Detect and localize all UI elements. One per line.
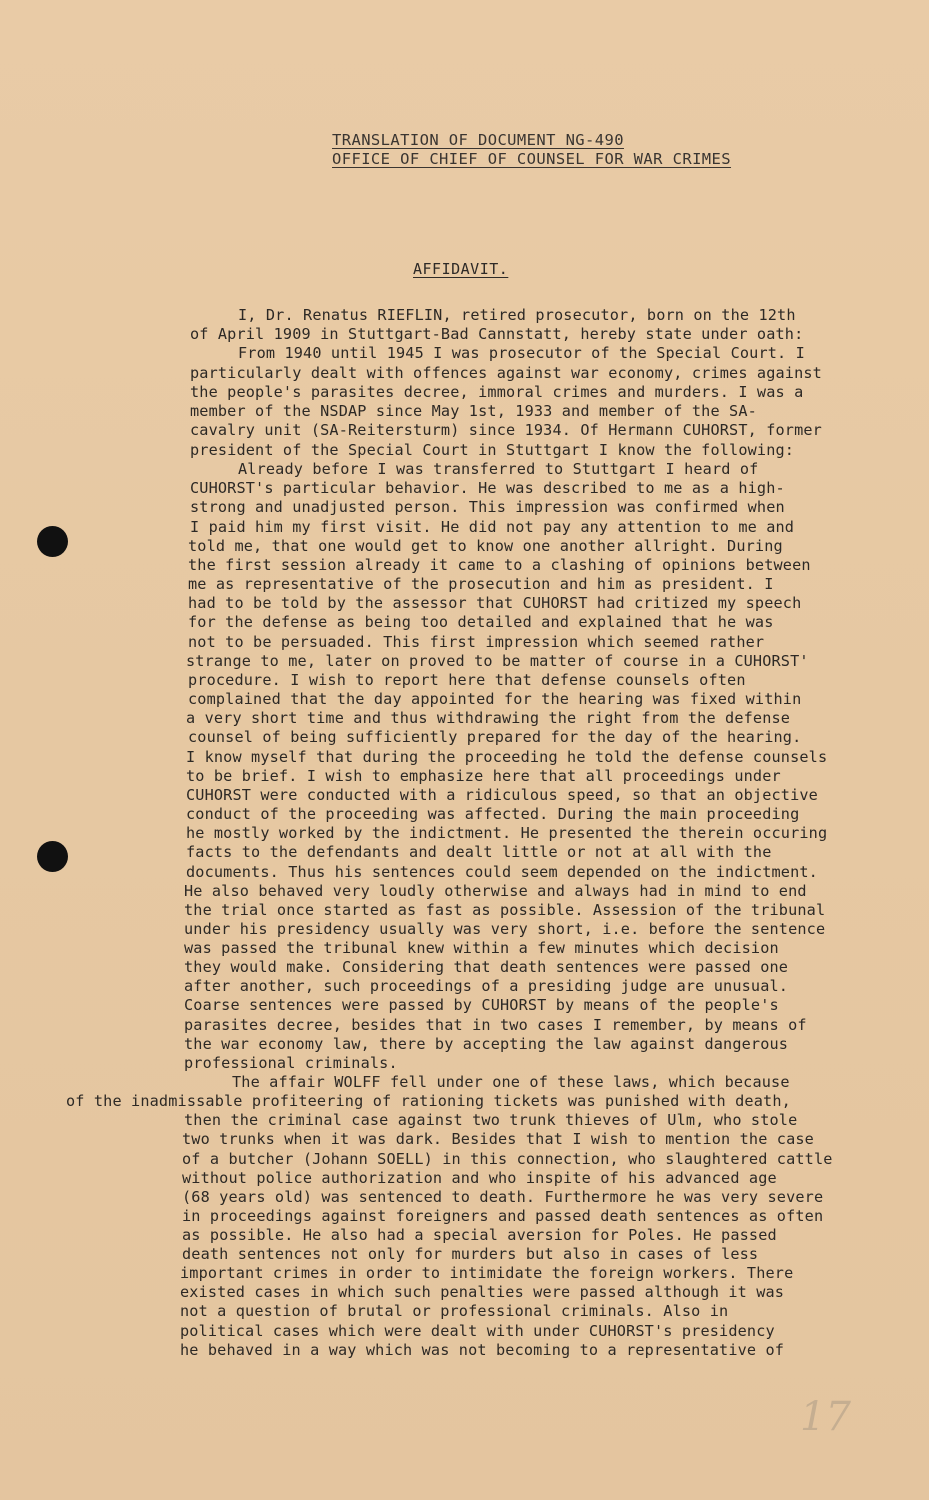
body-line: not to be persuaded. This first impression which seemed rather bbox=[188, 633, 765, 651]
body-line: told me, that one would get to know one another allright. During bbox=[188, 537, 783, 555]
body-line: procedure. I wish to report here that defense counsels often bbox=[188, 671, 746, 689]
body-line: he mostly worked by the indictment. He presented the therein occuring bbox=[186, 824, 828, 842]
body-line: a very short time and thus withdrawing the right from the defense bbox=[186, 709, 791, 727]
body-line: complained that the day appointed for the hearing was fixed within bbox=[188, 690, 802, 708]
body-line: parasites decree, besides that in two cases I remember, by means of bbox=[184, 1016, 807, 1034]
body-line: important crimes in order to intimidate the foreign workers. There bbox=[180, 1264, 794, 1282]
body-line: Already before I was transferred to Stuttgart I heard of bbox=[238, 460, 759, 478]
body-line: the trial once started as fast as possible. Assession of the tribunal bbox=[184, 901, 826, 919]
body-line: cavalry unit (SA-Reitersturm) since 1934. Of Hermann CUHORST, former bbox=[190, 421, 822, 439]
body-line: (68 years old) was sentenced to death. Furthermore he was very severe bbox=[182, 1188, 824, 1206]
body-line: of April 1909 in Stuttgart-Bad Cannstatt, hereby state under oath: bbox=[190, 325, 804, 343]
body-line: president of the Special Court in Stuttgart I know the following: bbox=[190, 441, 795, 459]
handwritten-page-number: 17 bbox=[800, 1394, 851, 1440]
body-line: I know myself that during the proceeding he told the defense counsels bbox=[186, 748, 828, 766]
body-line: strong and unadjusted person. This impression was confirmed when bbox=[190, 498, 785, 516]
body-line: two trunks when it was dark. Besides that I wish to mention the case bbox=[182, 1130, 814, 1148]
body-line: I paid him my first visit. He did not pay any attention to me and bbox=[190, 518, 795, 536]
body-line: facts to the defendants and dealt little or not at all with the bbox=[186, 843, 772, 861]
body-line: CUHORST were conducted with a ridiculous speed, so that an objective bbox=[186, 786, 818, 804]
body-line: the war economy law, there by accepting the law against dangerous bbox=[184, 1035, 789, 1053]
body-line: after another, such proceedings of a presiding judge are unusual. bbox=[184, 977, 789, 995]
body-line: strange to me, later on proved to be matter of course in a CUHORST' bbox=[186, 652, 809, 670]
body-line: the first session already it came to a clashing of opinions between bbox=[188, 556, 811, 574]
body-line: me as representative of the prosecution and him as president. I bbox=[188, 575, 774, 593]
body-line: The affair WOLFF fell under one of these laws, which because bbox=[232, 1073, 790, 1091]
body-line: I, Dr. Renatus RIEFLIN, retired prosecutor, born on the 12th bbox=[238, 306, 796, 324]
body-line: they would make. Considering that death sentences were passed one bbox=[184, 958, 789, 976]
punch-hole-bottom bbox=[37, 841, 68, 872]
body-line: existed cases in which such penalties were passed although it was bbox=[180, 1283, 785, 1301]
body-line: of a butcher (Johann SOELL) in this connection, who slaughtered cattle bbox=[182, 1150, 833, 1168]
body-line: for the defense as being too detailed and explained that he was bbox=[188, 613, 774, 631]
body-line: CUHORST's particular behavior. He was described to me as a high- bbox=[190, 479, 785, 497]
body-line: not a question of brutal or professional criminals. Also in bbox=[180, 1302, 729, 1320]
body-line: then the criminal case against two trunk thieves of Ulm, who stole bbox=[184, 1111, 798, 1129]
body-line: had to be told by the assessor that CUHORST had critized my speech bbox=[188, 594, 802, 612]
body-line: of the inadmissable profiteering of rationing tickets was punished with death, bbox=[66, 1092, 791, 1110]
punch-hole-top bbox=[37, 526, 68, 557]
body-line: He also behaved very loudly otherwise and always had in mind to end bbox=[184, 882, 807, 900]
document-header bbox=[332, 131, 731, 169]
body-line: was passed the tribunal knew within a few minutes which decision bbox=[184, 939, 779, 957]
body-line: member of the NSDAP since May 1st, 1933 and member of the SA- bbox=[190, 402, 757, 420]
body-line: Coarse sentences were passed by CUHORST by means of the people's bbox=[184, 996, 779, 1014]
body-line: in proceedings against foreigners and passed death sentences as often bbox=[182, 1207, 824, 1225]
body-line: From 1940 until 1945 I was prosecutor of the Special Court. I bbox=[238, 344, 805, 362]
body-line: without police authorization and who inspite of his advanced age bbox=[182, 1169, 777, 1187]
body-line: particularly dealt with offences against war economy, crimes against bbox=[190, 364, 822, 382]
body-line: as possible. He also had a special aversion for Poles. He passed bbox=[182, 1226, 777, 1244]
body-line: under his presidency usually was very short, i.e. before the sentence bbox=[184, 920, 826, 938]
body-line: professional criminals. bbox=[184, 1054, 398, 1072]
affidavit-title: AFFIDAVIT. bbox=[413, 260, 509, 278]
body-line: political cases which were dealt with under CUHORST's presidency bbox=[180, 1322, 775, 1340]
body-line: the people's parasites decree, immoral crimes and murders. I was a bbox=[190, 383, 804, 401]
header-line-translation: TRANSLATION OF DOCUMENT NG-490 bbox=[332, 131, 624, 149]
header-line-office: OFFICE OF CHIEF OF COUNSEL FOR WAR CRIMES bbox=[332, 150, 732, 168]
body-line: documents. Thus his sentences could seem depended on the indictment. bbox=[186, 863, 818, 881]
body-line: to be brief. I wish to emphasize here that all proceedings under bbox=[186, 767, 781, 785]
body-line: death sentences not only for murders but also in cases of less bbox=[182, 1245, 759, 1263]
body-line: conduct of the proceeding was affected. During the main proceeding bbox=[186, 805, 800, 823]
body-line: counsel of being sufficiently prepared for the day of the hearing. bbox=[188, 728, 802, 746]
body-line: he behaved in a way which was not becoming to a representative of bbox=[180, 1341, 785, 1359]
